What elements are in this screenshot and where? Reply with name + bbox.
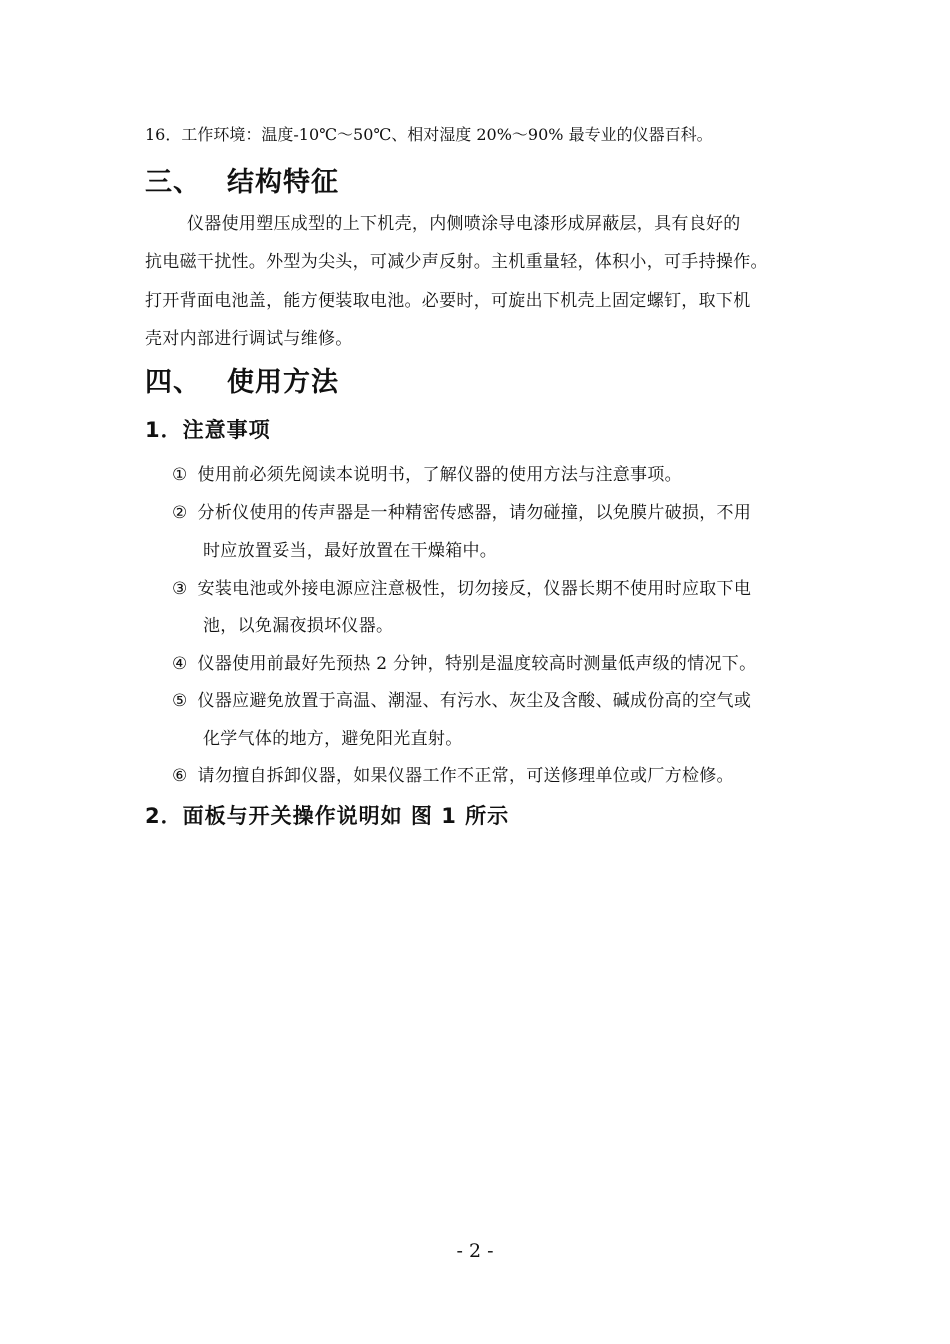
notice-item <box>172 574 751 599</box>
section-number: 三、 <box>145 167 201 198</box>
notice-item <box>172 649 756 674</box>
paragraph-line: 仪器使用塑压成型的上下机壳，内侧喷涂导电漆形成屏蔽层，具有良好的 <box>187 214 741 234</box>
paragraph-line: 抗电磁干扰性。外型为尖头，可减少声反射。主机重量轻，体积小，可手持操作。 <box>145 252 768 272</box>
section-number: 四、 <box>145 367 201 398</box>
notice-item <box>172 498 751 523</box>
item-text: 仪器使用前最好先预热 2 分钟，特别是温度较高时测量低声级的情况下。 <box>197 654 757 674</box>
page-number: - 2 - <box>456 1240 494 1262</box>
item-marker: ③ <box>172 579 188 599</box>
item-text: 请勿擅自拆卸仪器，如果仪器工作不正常，可送修理单位或厂方检修。 <box>197 766 734 786</box>
item-continuation: 化学气体的地方，避免阳光直射。 <box>203 729 463 749</box>
notice-item <box>172 761 734 786</box>
item-text: 使用前必须先阅读本说明书，了解仪器的使用方法与注意事项。 <box>197 465 682 485</box>
item-text: 分析仪使用的传声器是一种精密传感器，请勿碰撞，以免膜片破损，不用 <box>197 503 752 523</box>
subsection-heading-notes: 1．注意事项 <box>145 418 271 442</box>
item-marker: ④ <box>172 654 188 674</box>
item-continuation: 时应放置妥当，最好放置在干燥箱中。 <box>203 541 498 561</box>
section-title: 结构特征 <box>227 167 339 198</box>
section-title: 使用方法 <box>227 367 339 398</box>
item-continuation: 池，以免漏夜损坏仪器。 <box>203 616 394 636</box>
item-text: 安装电池或外接电源应注意极性，切勿接反，仪器长期不使用时应取下电 <box>197 579 752 599</box>
item-text: 仪器应避免放置于高温、潮湿、有污水、灰尘及含酸、碱成份高的空气或 <box>197 691 752 711</box>
paragraph-line: 打开背面电池盖，能方便装取电池。必要时，可旋出下机壳上固定螺钉，取下机 <box>145 291 751 311</box>
environment-spec-line: 16．工作环境：温度-10℃～50℃、相对湿度 20%～90% 最专业的仪器百科。 <box>145 125 713 144</box>
paragraph-line: 壳对内部进行调试与维修。 <box>145 329 353 349</box>
item-marker: ⑥ <box>172 766 188 786</box>
notice-item <box>172 686 751 711</box>
subsection-heading-panel: 2．面板与开关操作说明如 图 1 所示 <box>145 804 510 828</box>
item-marker: ⑤ <box>172 691 188 711</box>
item-marker: ① <box>172 465 188 485</box>
section-heading-usage <box>145 360 339 399</box>
item-marker: ② <box>172 503 188 523</box>
notice-item <box>172 460 682 485</box>
section-heading-structure <box>145 160 339 199</box>
